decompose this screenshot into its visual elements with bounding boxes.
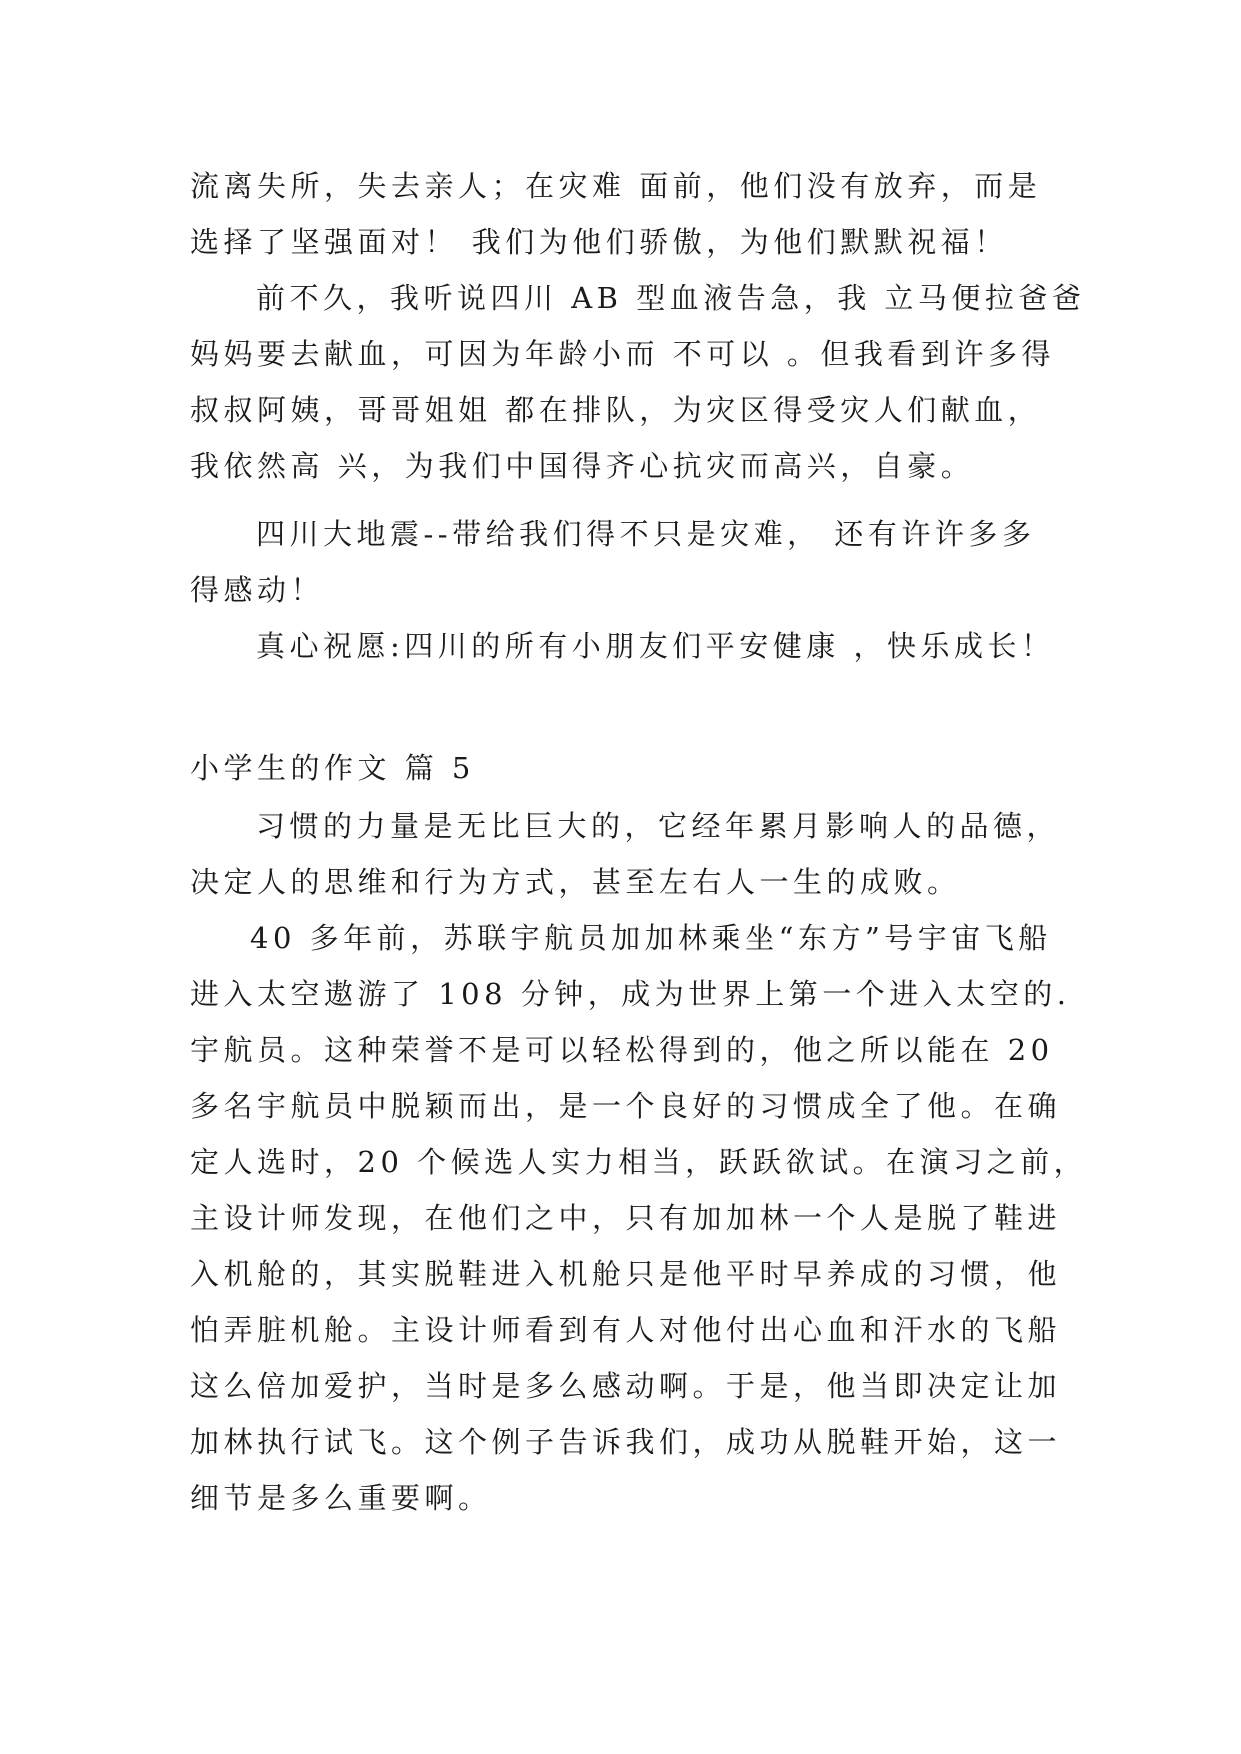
paragraph-line: 前不久，我听说四川 AB 型血液告急，我 立马便拉爸爸	[256, 281, 1086, 315]
paragraph-line: 流离失所，失去亲人；在灾难 面前，他们没有放弃，而是	[190, 169, 1042, 203]
paragraph-line: 定人选时，20 个候选人实力相当，跃跃欲试。在演习之前，	[190, 1145, 1088, 1179]
paragraph-line: 习惯的力量是无比巨大的，它经年累月影响人的品德，	[256, 809, 1061, 843]
paragraph-line: 主设计师发现，在他们之中，只有加加林一个人是脱了鞋进	[190, 1201, 1062, 1235]
paragraph-line: 真心祝愿:四川的所有小朋友们平安健康 ，快乐成长！	[256, 629, 1055, 663]
paragraph-line: 妈妈要去献血，可因为年龄小而 不可以 。但我看到许多得	[190, 337, 1055, 371]
paragraph-line: 得感动！	[190, 573, 325, 607]
paragraph-line: 叔叔阿姨，哥哥姐姐 都在排队，为灾区得受灾人们献血，	[190, 393, 1042, 427]
paragraph-line: 40 多年前，苏联宇航员加加林乘坐“东方”号宇宙飞船	[250, 921, 1052, 955]
paragraph-line: 进入太空遨游了 108 分钟，成为世界上第一个进入太空的.	[190, 977, 1071, 1011]
paragraph-line: 四川大地震--带给我们得不只是灾难， 还有许许多多	[256, 517, 1036, 551]
paragraph-line: 多名宇航员中脱颖而出，是一个良好的习惯成全了他。在确	[190, 1089, 1062, 1123]
paragraph-line: 我依然高 兴，为我们中国得齐心抗灾而高兴，自豪。	[190, 449, 975, 483]
paragraph-line: 选择了坚强面对！ 我们为他们骄傲，为他们默默祝福！	[190, 225, 1008, 259]
paragraph-line: 宇航员。这种荣誉不是可以轻松得到的，他之所以能在 20	[190, 1033, 1054, 1067]
paragraph-line: 怕弄脏机舱。主设计师看到有人对他付出心血和汗水的飞船	[190, 1313, 1062, 1347]
paragraph-line: 决定人的思维和行为方式，甚至左右人一生的成败。	[190, 865, 961, 899]
paragraph-line: 细节是多么重要啊。	[190, 1481, 492, 1515]
paragraph-line: 这么倍加爱护，当时是多么感动啊。于是，他当即决定让加	[190, 1369, 1062, 1403]
paragraph-line: 入机舱的，其实脱鞋进入机舱只是他平时早养成的习惯，他	[190, 1257, 1062, 1291]
paragraph-line: 加林执行试飞。这个例子告诉我们，成功从脱鞋开始，这一	[190, 1425, 1062, 1459]
section-heading: 小学生的作文 篇 5	[190, 751, 475, 785]
